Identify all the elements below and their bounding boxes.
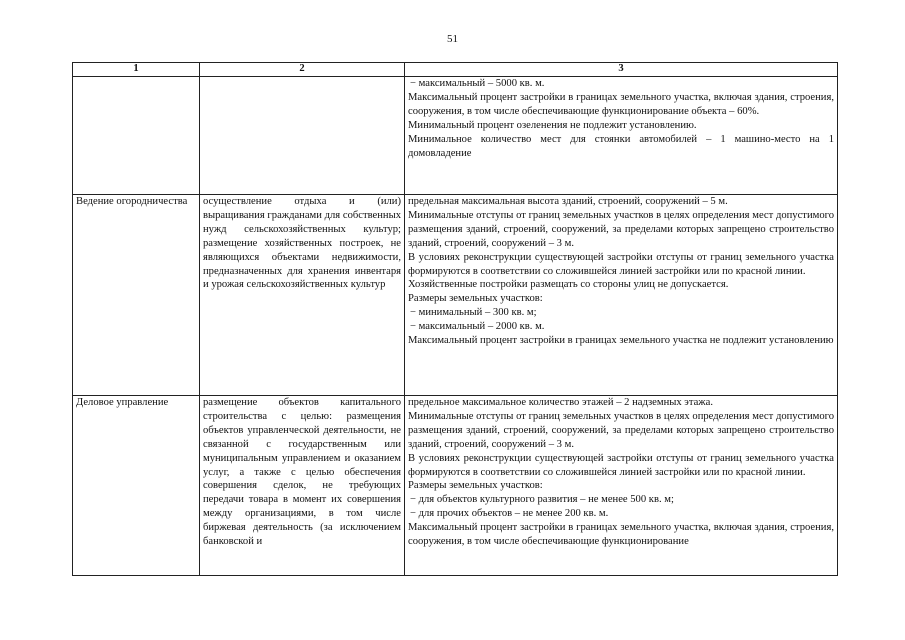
- parameter-paragraph: Минимальный процент озеленения не подлежит установлению.: [408, 119, 697, 131]
- land-use-description: осуществление отдыха и (или) выращивания гражданами для собственных нужд сельскохозяйственных культур; размещение хозяйственных построек, не являющихся объектами недвижимости, предназначенных для хранения инвентаря и урожая сельскохозяйственных культур: [200, 195, 405, 396]
- parameter-paragraph: предельное максимальное количество этажей – 2 надземных этажа.: [408, 397, 713, 408]
- land-use-description: размещение объектов капитального строительства с целью: размещения объектов управленческой деятельности, не связанной с государственным или муниципальным управлением и оказанием услуг, а также с целью обеспечения совершения сделок, не требующих передачи товара в момент их совершения между организациями, в том числе биржевая деятельность (за исключением банковской и: [200, 396, 405, 576]
- parameter-paragraph: Максимальный процент застройки в границах земельного участка, включая здания, строения, сооружения, в том числе обеспечивающие функционирование: [408, 522, 834, 548]
- parameter-list-item: − минимальный – 300 кв. м;: [410, 307, 537, 319]
- parameter-list-item: − для прочих объектов – не менее 200 кв. м.: [410, 508, 609, 520]
- parameter-paragraph: Максимальный процент застройки в границах земельного участка не подлежит установлению: [408, 335, 834, 347]
- parameter-paragraph: Минимальные отступы от границ земельных участков в целях определения мест допустимого размещения зданий, строений, сооружений, за пределами которых запрещено строительство зданий, строений, сооружений – 3 м.: [408, 209, 834, 249]
- parameter-paragraph: Максимальный процент застройки в границах земельного участка, включая здания, строения, сооружения, в том числе обеспечивающие функционирование объекта – 60%.: [408, 91, 834, 117]
- land-use-parameters: [405, 195, 838, 396]
- parameter-paragraph: В условиях реконструкции существующей застройки отступы от границ земельного участка формируются в соответствии со сложившейся линией застройки или по красной линии.: [408, 251, 834, 277]
- parameter-list-item: − для объектов культурного развития – не менее 500 кв. м;: [410, 494, 674, 506]
- parameter-paragraph: предельная максимальная высота зданий, строений, сооружений – 5 м.: [408, 196, 728, 207]
- parameter-paragraph: В условиях реконструкции существующей застройки отступы от границ земельного участка формируются в соответствии со сложившейся линией застройки или по красной линии.: [408, 452, 834, 478]
- land-use-name: Деловое управление: [73, 396, 200, 576]
- table-row: [73, 396, 838, 576]
- header-col-3: 3: [405, 63, 838, 77]
- parameter-list-item: − максимальный – 5000 кв. м.: [410, 78, 545, 89]
- parameter-paragraph: Размеры земельных участков:: [408, 480, 543, 492]
- land-use-name: Ведение огородничества: [73, 195, 200, 396]
- header-row: [73, 63, 838, 77]
- land-use-description: [200, 77, 405, 195]
- land-use-table: [72, 62, 838, 576]
- header-col-2: 2: [200, 63, 405, 77]
- parameter-list-item: − максимальный – 2000 кв. м.: [410, 321, 545, 333]
- parameter-paragraph: Минимальные отступы от границ земельных участков в целях определения мест допустимого размещения зданий, строений, сооружений, за пределами которых запрещено строительство зданий, строений, сооружений – 3 м.: [408, 410, 834, 450]
- land-use-name: [73, 77, 200, 195]
- parameter-paragraph: Минимальное количество мест для стоянки автомобилей – 1 машино-место на 1 домовладение: [408, 133, 834, 159]
- parameter-paragraph: Размеры земельных участков:: [408, 293, 543, 305]
- page-number: 51: [447, 33, 458, 45]
- header-col-1: 1: [73, 63, 200, 77]
- table-row: [73, 195, 838, 396]
- parameter-paragraph: Хозяйственные постройки размещать со стороны улиц не допускается.: [408, 279, 729, 291]
- land-use-parameters: [405, 396, 838, 576]
- land-use-parameters: [405, 77, 838, 195]
- table-row: [73, 77, 838, 195]
